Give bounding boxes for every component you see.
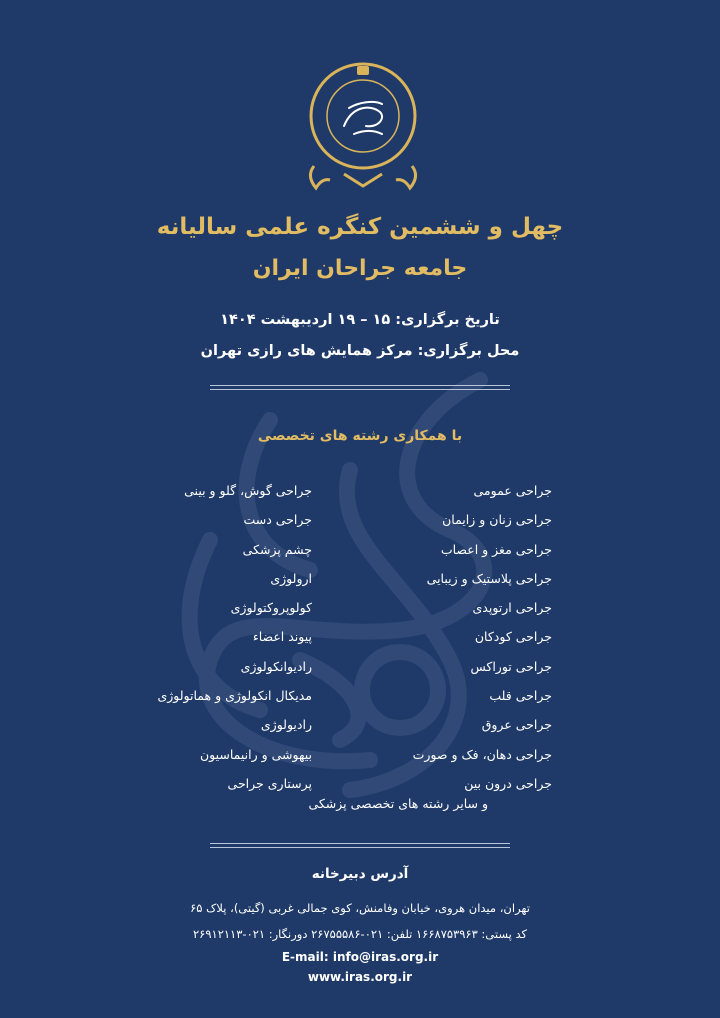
list-item: جراحی دهان، فک و صورت: [412, 746, 552, 762]
list-item: رادیوانکولوژی: [240, 658, 312, 674]
list-item: جراحی قلب: [489, 688, 552, 704]
list-item: ارولوژی: [270, 570, 312, 586]
secretariat-address: تهران، میدان هروی، خیابان وفامنش، کوی جمالی غربی (گیتی)، پلاک ۶۵: [190, 901, 530, 915]
email-link[interactable]: E-mail: info@iras.org.ir: [281, 950, 439, 964]
list-item: جراحی توراکس: [470, 658, 552, 674]
list-item: جراحی عروق: [481, 717, 552, 733]
secretariat-title: آدرس دبیرخانه: [311, 866, 409, 882]
list-item: جراحی گوش، گلو و بینی: [184, 483, 312, 498]
list-item: مدیکال انکولوژی و هماتولوژی: [157, 688, 312, 704]
list-item: چشم پزشکی: [242, 541, 312, 557]
collaboration-title: با همکاری رشته های تخصصی: [257, 428, 463, 444]
list-item: جراحی دست: [243, 512, 312, 528]
list-item: جراحی زنان و زایمان: [442, 512, 552, 528]
association-logo: [304, 56, 422, 192]
list-item: جراحی عمومی: [473, 483, 552, 498]
other-specialties-note: و سایر رشته های تخصصی پزشکی: [308, 796, 488, 811]
congress-title: چهل و ششمین کنگره علمی سالیانه: [156, 214, 564, 240]
association-name: جامعه جراحان ایران: [252, 256, 468, 281]
list-item: پرستاری جراحی: [227, 775, 312, 791]
list-item: جراحی ارتوپدی: [472, 600, 552, 616]
specialties-list-right: [413, 483, 552, 805]
list-item: پیوند اعضاء: [252, 629, 312, 645]
list-item: جراحی مغز و اعصاب: [440, 541, 552, 557]
list-item: جراحی کودکان: [474, 629, 552, 645]
divider-top: [210, 385, 510, 390]
list-item: رادیولوژی: [260, 717, 312, 733]
list-item: جراحی پلاستیک و زیبایی: [426, 570, 552, 586]
event-date: تاریخ برگزاری: ۱۵ – ۱۹ اردیبهشت ۱۴۰۴: [220, 312, 500, 328]
list-item: کولوپروکتولوژی: [230, 600, 312, 616]
specialties-list-left: [157, 483, 312, 805]
divider-bottom: [210, 843, 510, 848]
website-link[interactable]: www.iras.org.ir: [307, 970, 413, 984]
event-venue: محل برگزاری: مرکز همایش های رازی تهران: [200, 343, 520, 359]
list-item: بیهوشی و رانیماسیون: [199, 746, 312, 762]
contact-numbers: کد پستی: ۱۶۶۸۷۵۳۹۶۳ تلفن: ۰۲۱-۲۶۷۵۵۵۸۶ دورنگار: ۰۲۱-۲۶۹۱۲۱۱۳: [192, 927, 527, 941]
list-item: جراحی درون بین: [464, 775, 552, 791]
